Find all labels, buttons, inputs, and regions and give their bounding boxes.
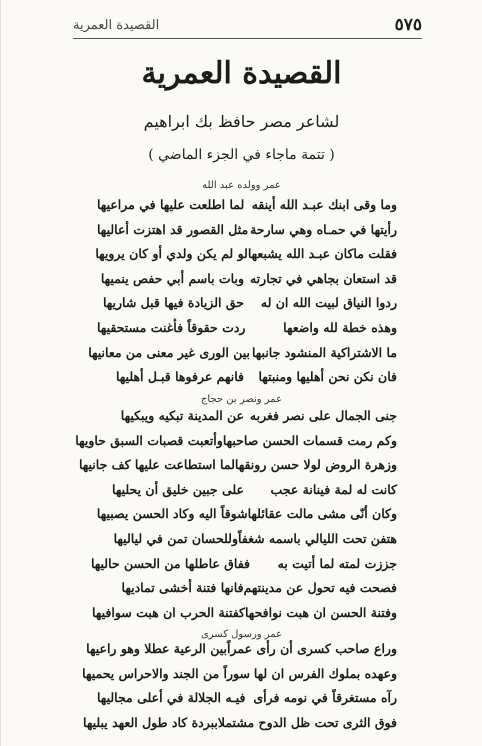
verse-second-hemistich: وبات باسم أبي حفص ينميها [100,270,244,286]
verse-line [78,457,397,482]
poem-title: القصيدة العمرية [141,56,342,91]
verse-line [83,714,397,740]
verse-second-hemistich: فيـه الجلالة في أعلى مجاليها [97,690,246,706]
verse-first-hemistich: وكان أنّى مشى مالت عقائلها [247,506,397,522]
verse-first-hemistich: جززت لمته لما أتيت به [277,555,397,571]
verse-second-hemistich: عن المدينة تبكيه ويبكيها [120,408,244,423]
verse-line [90,555,397,581]
verse-first-hemistich: وفتنة الحسن ان هبت نوافحها [245,604,397,620]
verse-second-hemistich: بين الورى غير معنى من معانيها [88,344,250,360]
verse-line [88,344,397,370]
verse-second-hemistich: لما استطاعت عليها كف جانيها [78,457,235,473]
verse-block [75,408,397,629]
verse-line [97,482,397,507]
section-heading: عمر ورسول كسرى [200,629,283,640]
verse-line [97,690,397,715]
running-title: القصيدة العمرية [73,17,160,33]
verse-first-hemistich: فصحت فيه تحول عن مدينتهم [243,580,397,596]
verse-second-hemistich: وللحسان تمن في لياليها [113,530,239,546]
section-heading: عمر وولده عبد الله [202,180,281,191]
verse-line [97,369,397,394]
verse-first-hemistich: جنى الجمال على نصر فغربه [249,408,397,423]
verse-line [97,197,397,222]
verse-line [97,531,397,556]
verse-first-hemistich: رأيتها في حمـاه وهي سارحة [250,221,397,237]
verse-first-hemistich: وما وقى ابنك عبـد الله أينقه [251,197,397,212]
running-header [73,14,422,39]
verse-line [86,641,397,666]
verse-line [97,295,397,320]
verse-second-hemistich: ردت حقوقاً فأغنت مستحقيها [97,319,246,335]
verse-line [97,580,397,605]
verse-second-hemistich: شوقاً اليه وكاد الحسن يصبيها [96,506,248,522]
verse-line [97,320,397,345]
verse-second-hemistich: على جبين خليق أن يحليها [112,481,244,497]
verse-line [97,246,397,271]
verse-first-hemistich: وراع صاحب كسرى أن رأى عمراً [227,641,397,656]
verse-line [97,506,397,531]
verse-second-hemistich: فانهم عرفوها قبـل أهليها [115,369,244,385]
continuation-note: ( تتمة ماجاء في الجزء الماضي ) [148,147,335,163]
verse-block [88,197,397,394]
verse-second-hemistich: كفتنة الحرب ان هبت سوافيها [92,604,245,620]
poet-byline: لشاعر مصر حافظ بك ابراهيم [143,112,340,131]
verse-first-hemistich: فوق الثرى تحت ظل الدوح مشتملا [217,714,397,730]
verse-first-hemistich: فان نكن نحن أهليها ومنبتها [258,369,397,385]
verse-first-hemistich: ردوا النياق لبيت الله ان له [260,295,397,311]
verse-first-hemistich: وزهرة الروض لولا حسن رونقها [234,457,397,473]
verse-line [97,271,397,296]
verse-second-hemistich: حق الزيادة فيها قبل شاريها [102,295,244,311]
verse-second-hemistich: لو لم يكن ولدي أو كان يرويها [95,246,248,262]
page-number: ٥٧٥ [394,15,422,35]
verse-second-hemistich: بين الرعية عطلا وهو راعيها [86,641,228,656]
verse-line [82,665,397,691]
verse-line [92,604,397,630]
verse-first-hemistich: كانت له لمة فينانة عجب [270,481,397,497]
verse-first-hemistich: وكم رمت قسمات الحسن صاحبها [222,432,397,448]
verse-first-hemistich: رآه مستغرقاً في نومه فرأى [253,690,397,706]
verse-second-hemistich: سوراً من الجند والاحراس يحميها [82,665,250,681]
verse-second-hemistich: مثل القصور قد اهتزت أعاليها [97,221,249,237]
verse-second-hemistich: ببردة كاد طول العهد يبليها [83,714,218,730]
verse-second-hemistich: ففاق عاطلها من الحسن حاليها [90,555,250,571]
verse-first-hemistich: وعهده بملوك الفرس ان لها [253,665,397,681]
verse-line [97,222,397,247]
verse-first-hemistich: هتفن تحت الليالي باسمه شغفاً [238,530,397,546]
verse-block [82,641,397,739]
verse-second-hemistich: لما اطلعت عليها في مراعيها [97,197,245,212]
verse-line [75,432,397,458]
section-heading: عمر ونصر بن حجاج [200,394,283,405]
verse-line [97,408,397,433]
verse-first-hemistich: فقلت ماكان عبـد الله يشبعها [247,246,397,262]
verse-first-hemistich: ما الاشتراكية المنشود جانبها [251,344,397,360]
verse-first-hemistich: قد استعان بجاهي في تجارته [249,270,397,286]
verse-second-hemistich: فانها فتنة أخشى تماديها [121,580,244,596]
verse-first-hemistich: وهذه خطة لله واضعها [283,319,397,335]
verse-second-hemistich: وأتعبت قصبات السبق حاويها [75,432,223,448]
